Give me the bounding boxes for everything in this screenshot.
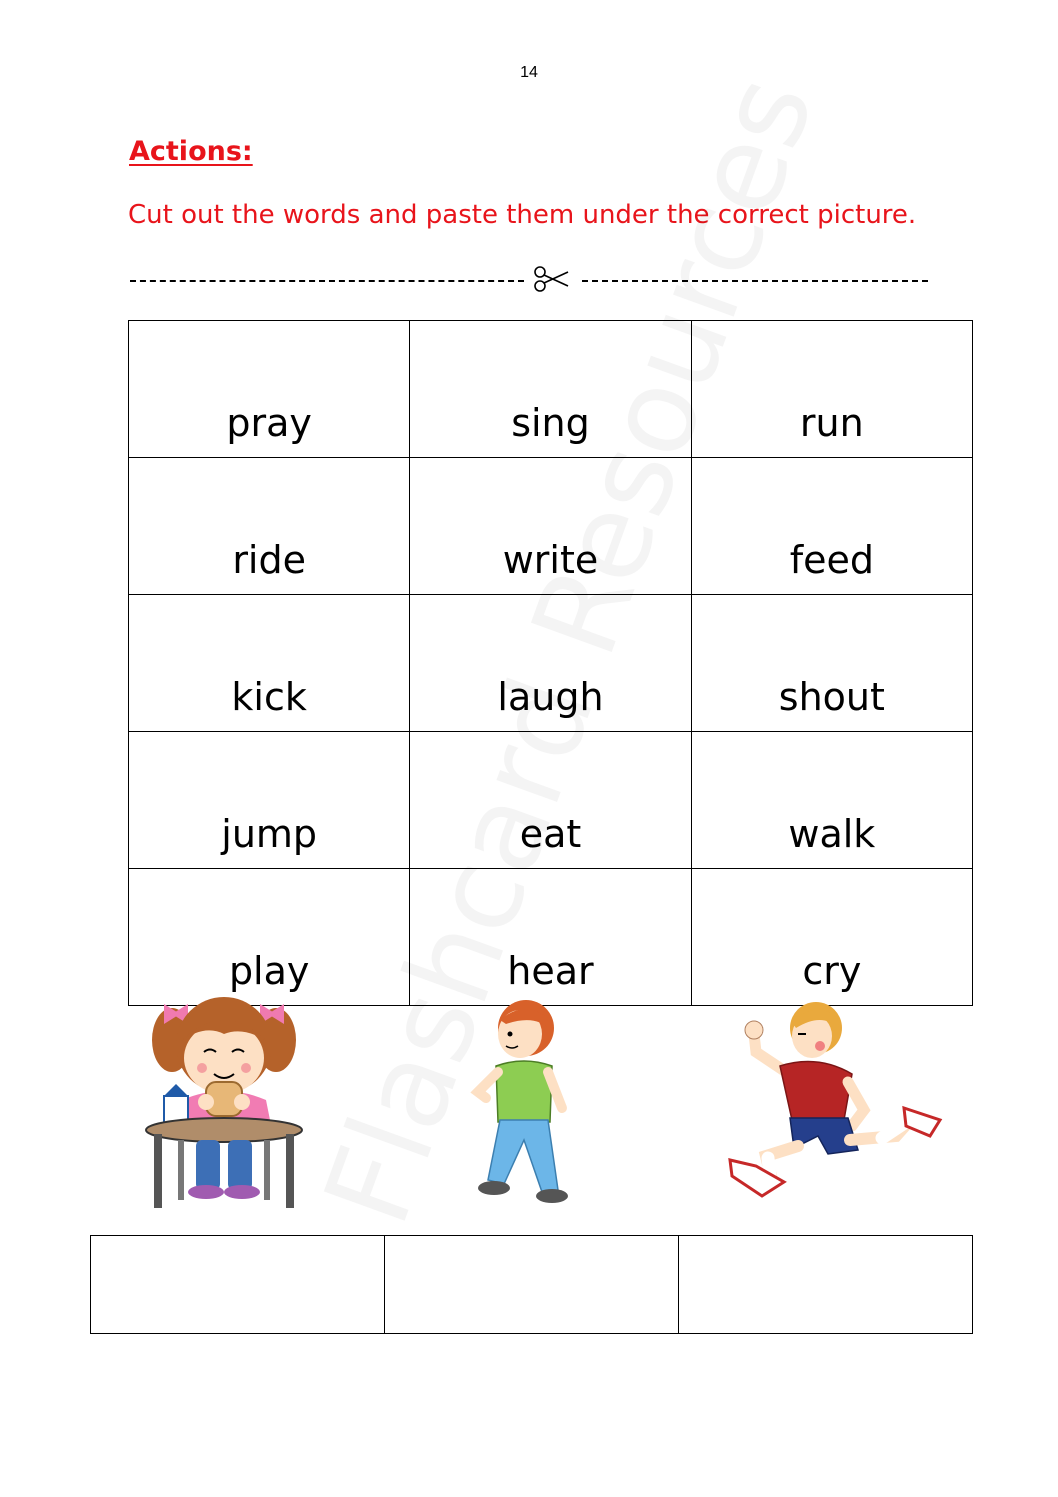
boy-walking-picture	[466, 990, 576, 1215]
word-card[interactable]: play	[129, 869, 410, 1006]
answer-grid	[90, 1235, 973, 1334]
word-row	[129, 321, 973, 458]
boy-running-picture	[726, 990, 946, 1205]
answer-box[interactable]	[679, 1236, 973, 1334]
word-card[interactable]: cry	[691, 869, 972, 1006]
word-card[interactable]: eat	[410, 732, 691, 869]
page-number: 14	[520, 64, 538, 81]
answer-row	[91, 1236, 973, 1334]
word-card[interactable]: shout	[691, 595, 972, 732]
word-card[interactable]: walk	[691, 732, 972, 869]
word-card[interactable]: write	[410, 458, 691, 595]
word-grid	[128, 320, 973, 1006]
scissors-icon	[532, 264, 572, 294]
cut-line-dashes-left	[130, 280, 524, 282]
word-card[interactable]: run	[691, 321, 972, 458]
word-row	[129, 732, 973, 869]
word-card[interactable]: hear	[410, 869, 691, 1006]
word-card[interactable]: pray	[129, 321, 410, 458]
instruction-text: Cut out the words and paste them under the correct picture.	[128, 200, 917, 230]
answer-box[interactable]	[91, 1236, 385, 1334]
page-heading: Actions:	[129, 136, 253, 167]
pictures-row	[128, 990, 973, 1220]
cut-line	[128, 262, 928, 292]
word-row	[129, 869, 973, 1006]
word-card[interactable]: ride	[129, 458, 410, 595]
word-card[interactable]: laugh	[410, 595, 691, 732]
girl-eating-picture	[144, 990, 304, 1215]
word-card[interactable]: kick	[129, 595, 410, 732]
word-row	[129, 595, 973, 732]
word-row	[129, 458, 973, 595]
word-card[interactable]: feed	[691, 458, 972, 595]
word-card[interactable]: jump	[129, 732, 410, 869]
word-card[interactable]: sing	[410, 321, 691, 458]
answer-box[interactable]	[385, 1236, 679, 1334]
